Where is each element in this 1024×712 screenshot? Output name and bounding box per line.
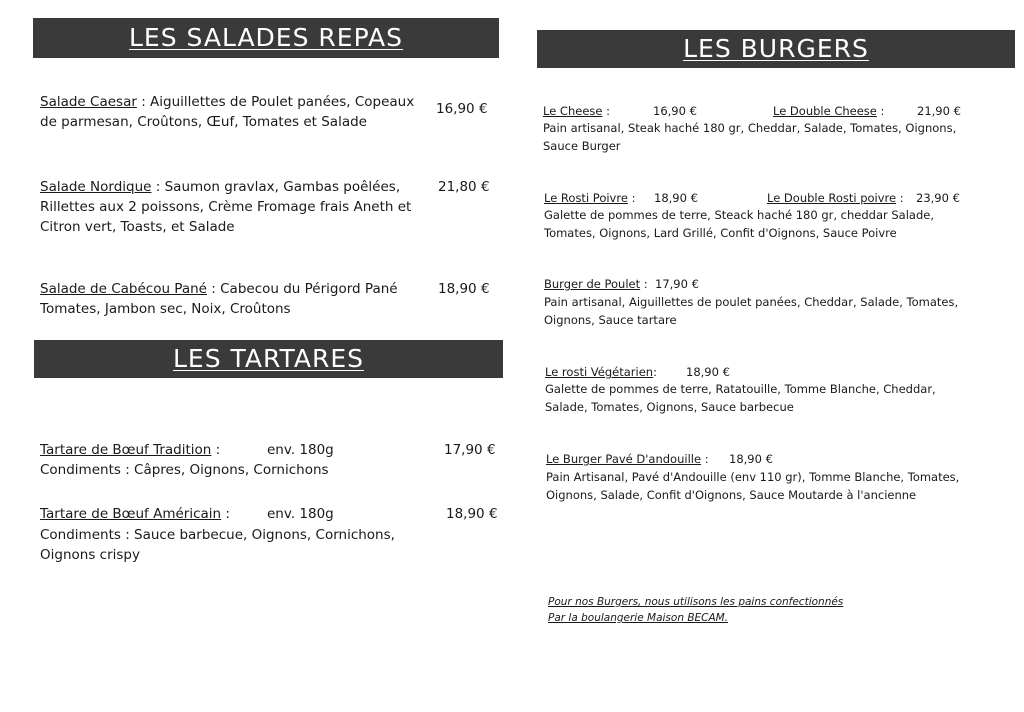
item-sep: : (876, 104, 885, 118)
item-price: 21,80 € (438, 179, 490, 195)
item-price: 18,90 € (729, 452, 773, 466)
item-desc: Pain artisanal, Steak haché 180 gr, Cheddar, Salade, Tomates, Oignons, Sauce Burger (543, 121, 957, 153)
item-weight: env. 180g (267, 442, 334, 458)
salades-banner (33, 18, 499, 58)
item-name: Salade Caesar (40, 94, 137, 110)
item-name: Le Cheese (543, 104, 603, 118)
item-price: 17,90 € (444, 442, 496, 458)
menu-item-double-rosti (767, 190, 904, 208)
salades-title: LES SALADES REPAS (128, 23, 404, 52)
item-name: Le rosti Végétarien (545, 365, 654, 379)
menu-item-salade-nordique (40, 177, 430, 237)
bread-note-line2: Par la boulangerie Maison BECAM. (548, 612, 729, 624)
item-sep: : (701, 452, 709, 466)
item-price: 18,90 € (654, 191, 698, 205)
item-sep: : (653, 365, 657, 379)
menu-item-burger-andouille (546, 451, 709, 469)
item-weight: env. 180g (267, 506, 334, 522)
menu-item-tartare-tradition (40, 440, 440, 460)
item-desc: : Saumon gravlax, Gambas poêlées, Rillettes aux 2 poissons, Crème Fromage frais Aneth et Citron vert, Toasts, et Salade (40, 179, 412, 235)
item-sep: : (627, 191, 636, 205)
item-desc: : Aiguillettes de Poulet panées, Copeaux de parmesan, Croûtons, Œuf, Tomates et Salade (40, 94, 415, 130)
item-sep: : (221, 506, 230, 522)
item-desc: Galette de pommes de terre, Ratatouille, Tomme Blanche, Cheddar, Salade, Tomates, Oignons, Sauce barbecue (545, 382, 936, 414)
item-price: 16,90 € (436, 101, 488, 117)
item-price: 18,90 € (446, 506, 498, 522)
item-price: 23,90 € (916, 191, 960, 205)
item-name: Tartare de Bœuf Tradition (40, 442, 212, 458)
item-price: 21,90 € (917, 104, 961, 118)
item-desc: Pain Artisanal, Pavé d'Andouille (env 110 gr), Tomme Blanche, Tomates, Oignons, Salade, Confit d'Oignons, Sauce Moutarde à l'ancienne (546, 470, 960, 502)
item-desc: Pain artisanal, Aiguillettes de poulet panées, Cheddar, Salade, Tomates, Oignons, Sauce tartare (544, 295, 959, 327)
menu-item-double-cheese (773, 103, 884, 121)
item-sep: : (896, 191, 904, 205)
item-price: 16,90 € (653, 104, 697, 118)
item-price: 18,90 € (686, 365, 730, 379)
item-desc: Condiments : Sauce barbecue, Oignons, Cornichons, Oignons crispy (40, 527, 395, 563)
item-sep: : (211, 442, 221, 458)
item-sep: : (602, 104, 611, 118)
item-name: Le Rosti Poivre (544, 191, 628, 205)
item-name: Le Double Rosti poivre (767, 191, 897, 205)
item-desc: : Cabecou du Périgord Pané Tomates, Jambon sec, Noix, Croûtons (40, 281, 398, 317)
menu-item-tartare-americain (40, 504, 440, 524)
item-name: Le Burger Pavé D'andouille (546, 452, 702, 466)
menu-item-salade-caesar (40, 92, 420, 132)
burgers-banner (537, 30, 1015, 68)
item-price: 18,90 € (438, 281, 490, 297)
burgers-title: LES BURGERS (683, 34, 869, 63)
menu-item-burger-poulet (544, 276, 648, 294)
item-name: Le Double Cheese (773, 104, 877, 118)
tartares-title: LES TARTARES (173, 344, 364, 373)
item-desc: Galette de pommes de terre, Steack haché 180 gr, cheddar Salade, Tomates, Oignons, Lard Grillé, Confit d'Oignons, Sauce Poivre (544, 208, 935, 240)
item-name: Tartare de Bœuf Américain (40, 506, 222, 522)
bread-note-line1: Pour nos Burgers, nous utilisons les pains confectionnés (548, 596, 844, 608)
menu-item-cheese (543, 103, 610, 121)
item-name: Salade Nordique (40, 179, 152, 195)
item-desc: Condiments : Câpres, Oignons, Cornichons (40, 462, 329, 478)
menu-item-rosti-poivre (544, 190, 635, 208)
item-price: 17,90 € (655, 277, 699, 291)
menu-item-rosti-vegetarien (545, 364, 657, 382)
item-name: Salade de Cabécou Pané (40, 281, 207, 297)
item-name: Burger de Poulet (544, 277, 641, 291)
item-sep: : (640, 277, 648, 291)
tartares-banner (34, 340, 503, 378)
menu-item-salade-cabecou (40, 279, 420, 319)
